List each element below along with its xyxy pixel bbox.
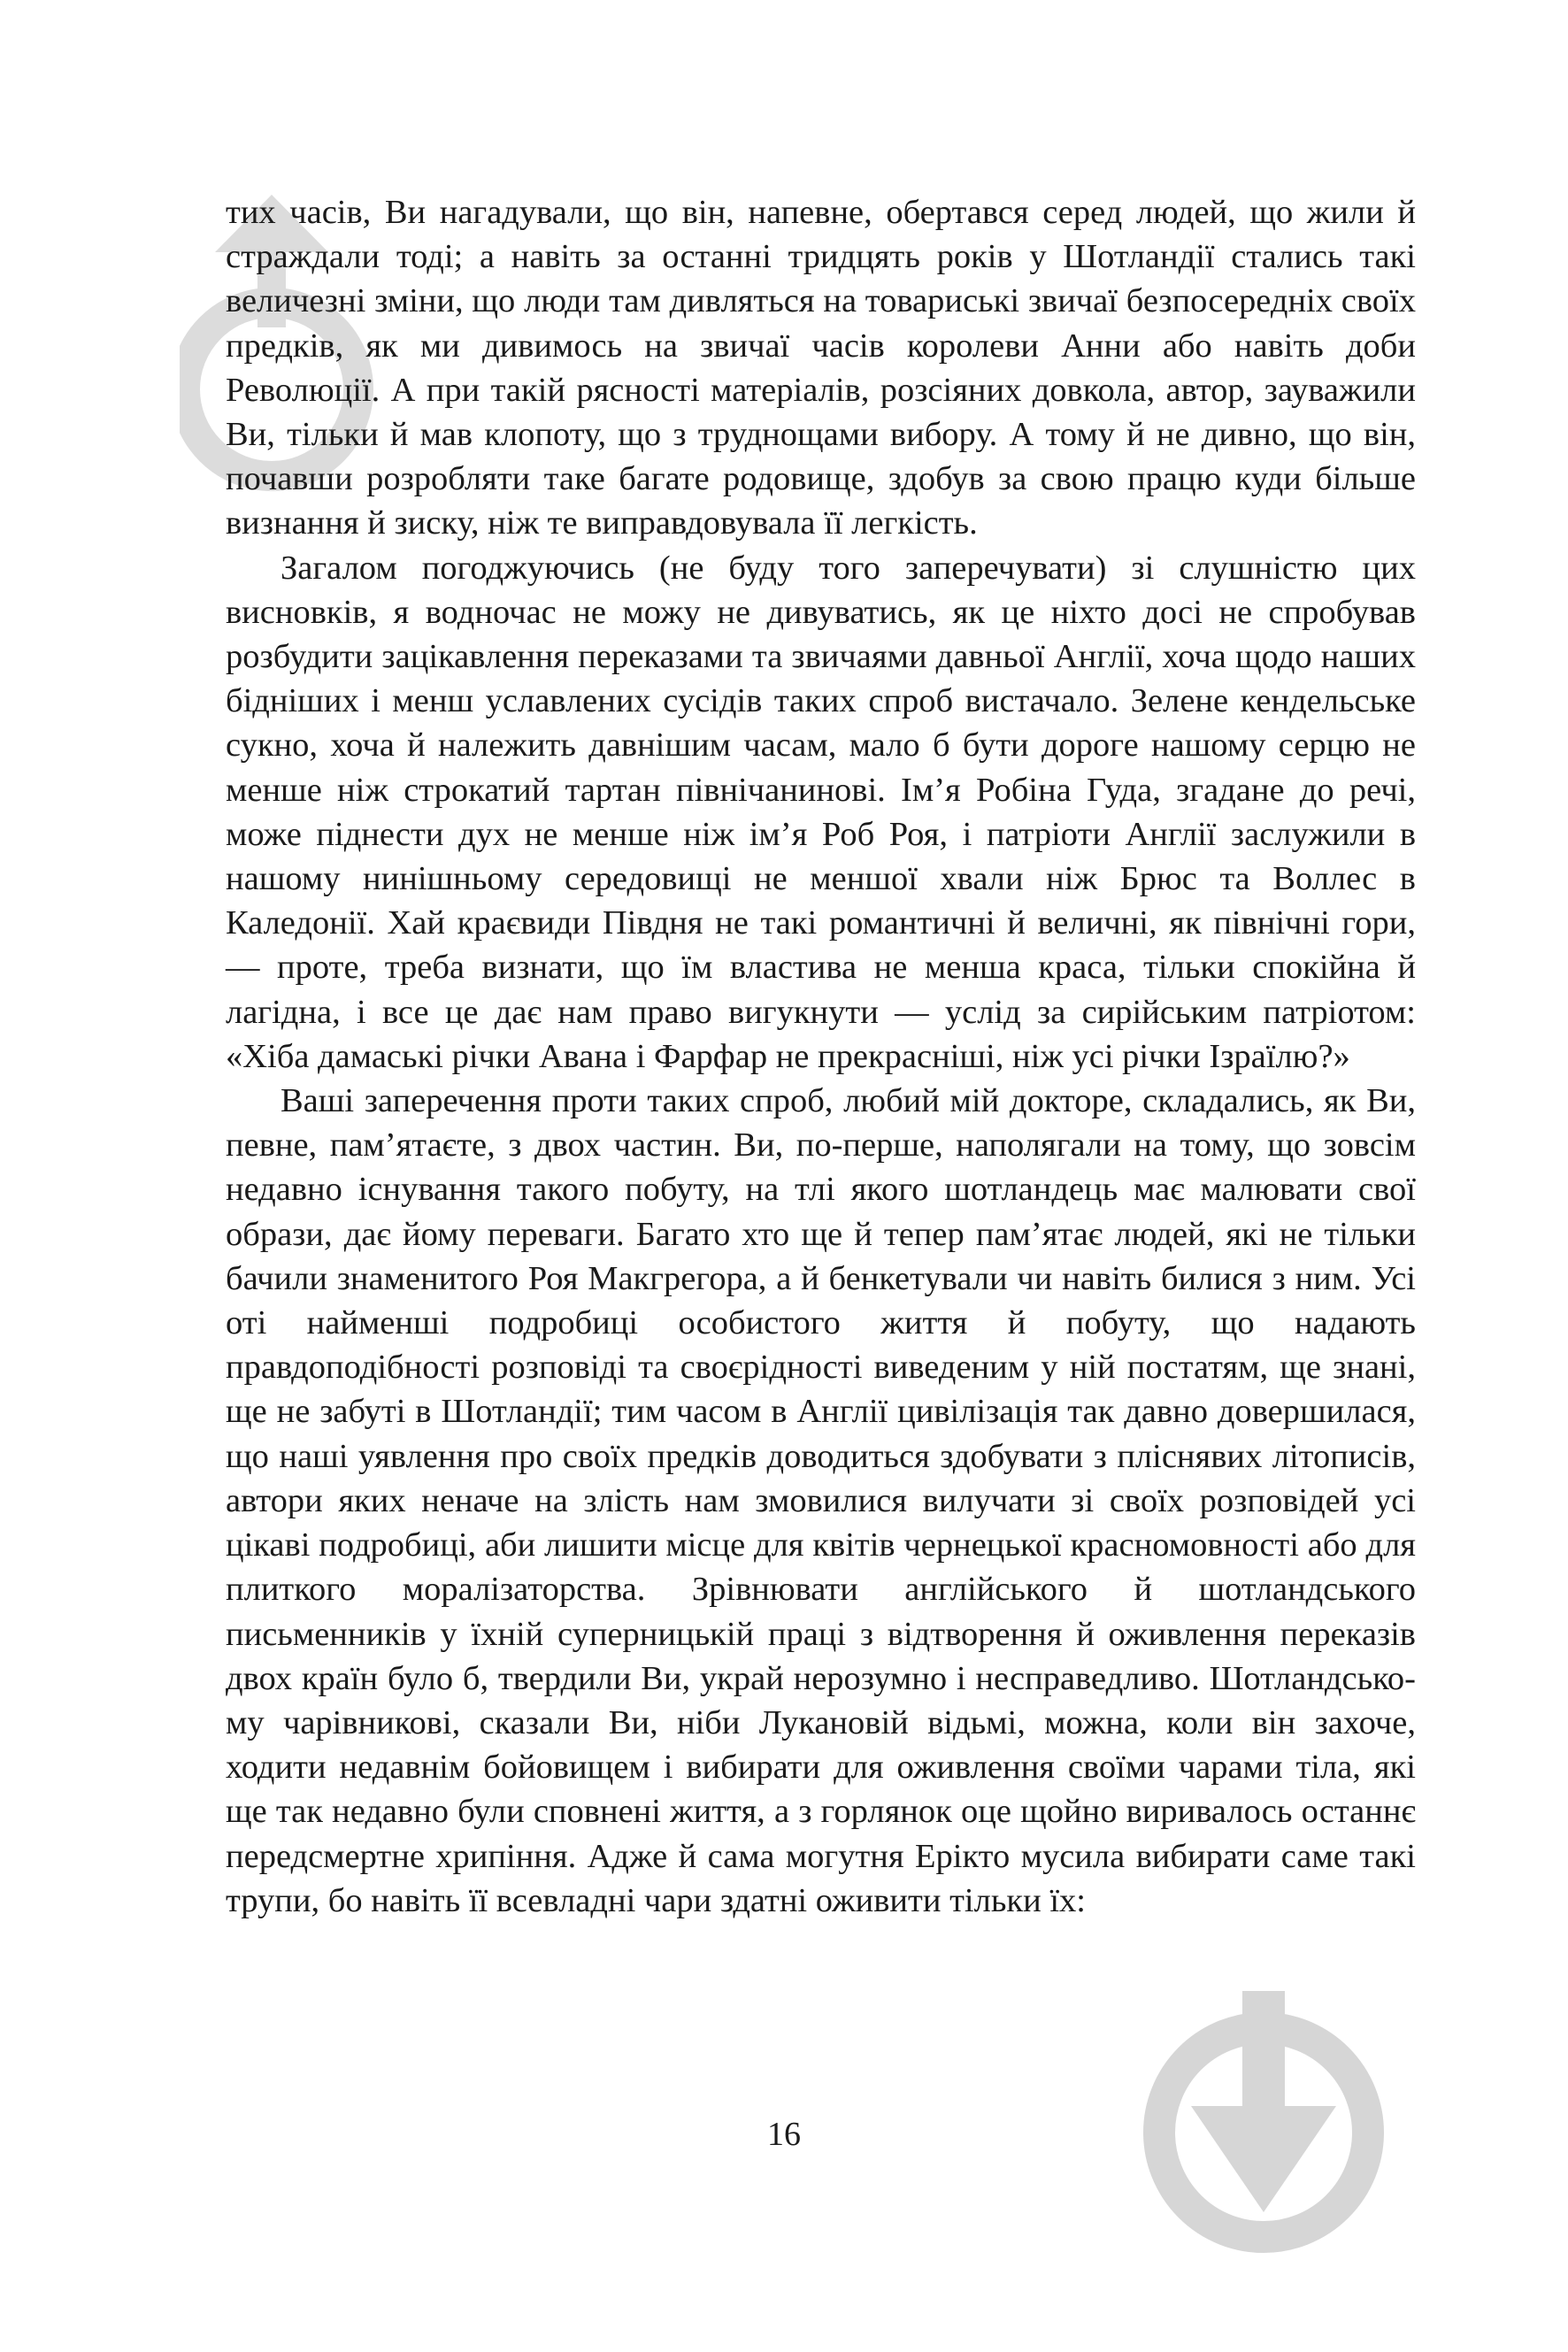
paragraph: Ваші заперечення проти таких спроб, любий мій докторе, складались, як Ви, певне, пам’ятаєте, з двох частин. Ви, по-перше, наполягали на тому, що зовсім недавно існування такого побуту, на тлі якого шотландець має малювати свої образи, дає йому переваги. Багато хто ще й тепер пам’ятає людей, які не тільки бачили знаменитого Роя Макгрегора, а й бенкетували чи навіть билися з ним. Усі оті найменші подробиці особистого життя й побуту, що надають правдоподібності розповіді та своєрідності виведеним у ній постатям, ще знані, ще не забуті в Шотландії; тим часом в Англії цивілізація так давно довершилася, що наші уявлення про своїх предків доводиться здобувати з пліснявих літописів, автори яких неначе на злість нам змовилися вилучати зі своїх розповідей усі цікаві подробиці, аби лишити місце для квітів чернецької красномовності або для плиткого моралізаторства. Зрівнювати англійського й шотландського письменників у їхній суперницькій праці з відтворення й оживлення переказів двох країн було б, твердили Ви, украй нерозумно і несправедливо. Шотландському чарівникові, сказали Ви, ніби Лукановій відьмі, можна, коли він захоче, ходити недавнім бойовищем і вибирати для оживлення своїми чарами тіла, які ще так недавно були сповнені життя, а з горлянок оце щойно виривалось останнє передсмертне хрипіння. Адже й сама могутня Ерікто мусила вибирати саме такі трупи, бо навіть її всевладні чари здатні оживити тільки їх: [226,1082,1416,1919]
paragraph: тих часів, Ви нагадували, що він, напевне, обертався серед людей, що жили й страждали тоді; а навіть за останні тридцять років у Шотландії стались такі величезні зміни, що люди там дивляться на товариські звичаї безпосередніх своїх предків, як ми дивимось на звичаї часів королеви Анни або навіть доби Революції. А при такій рясності матеріалів, розсіяних довкола, автор, зауважили Ви, тільки й мав клопоту, що з труднощами вибору. А тому й не дивно, що він, почавши розробляти таке багате родовище, здобув за свою працю куди більше визнання й зиску, ніж те виправдовувала її легкість. [226,194,1416,542]
page-text [226,190,1416,1923]
paragraph: Загалом погоджуючись (не буду того заперечувати) зі слушністю цих висновків, я водночас не можу не дивуватись, як це ніхто досі не спробував розбудити зацікавлення переказами та звичаями давньої Англії, хоча щодо наших бідніших і менш уславлених сусідів таких спроб вистачало. Зелене кендельське сукно, хоча й належить давнішим часам, мало б бути дороге нашому серцю не менше ніж строкатий тартан північанинові. Ім’я Робіна Гуда, згадане до речі, може піднести дух не менше ніж ім’я Роб Роя, і патріоти Англії заслужили в нашому нинішньому середовищі не меншої хвали ніж Брюс та Воллес в Каледонії. Хай краєвиди Півдня не такі романтичні й величні, як північні гори, — проте, треба визнати, що їм властива не менша краса, тільки спокійна й лагідна, і все це дає нам право вигукнути — услід за сирійським патріотом: «Хіба дамаські річки Авана і Фарфар не прекрасніші, ніж усі річки Ізраїлю?» [226,549,1416,1075]
page-number: 16 [767,2116,801,2153]
